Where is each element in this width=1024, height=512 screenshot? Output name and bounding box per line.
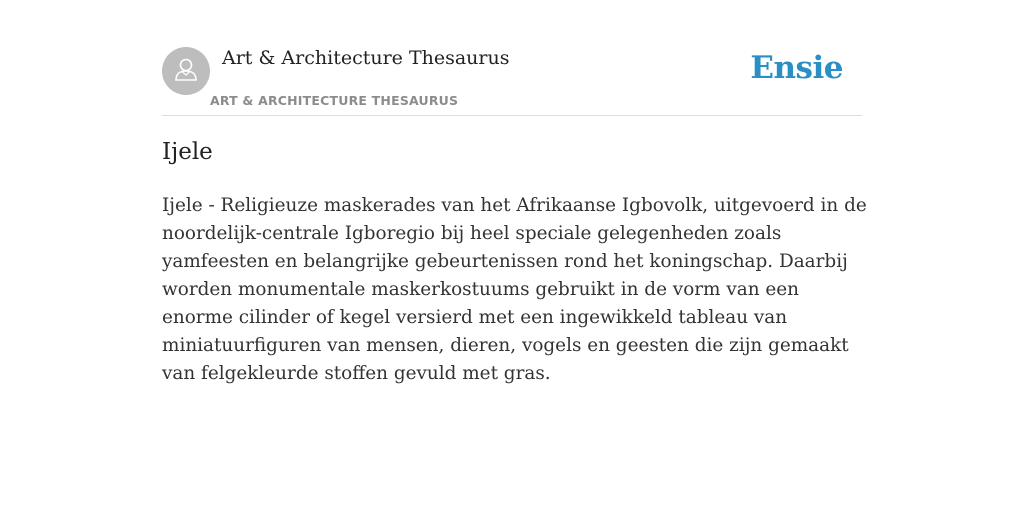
avatar[interactable] [162,47,210,95]
source-title[interactable]: Art & Architecture Thesaurus [222,47,510,69]
user-icon [171,54,201,89]
source-header [162,47,862,116]
entry-definition: Ijele - Religieuze maskerades van het Afrikaanse Igbovolk, uitgevoerd in de noordelijk-centrale Igboregio bij heel speciale gelegenheden zoals yamfeesten en belangrijke gebeurtenissen rond het koningschap. Daarbij worden monumentale maskerkostuums gebruikt in de vorm van een enorme cilinder of kegel versierd met een ingewikkeld tableau van miniatuurfiguren van mensen, dieren, vogels en geesten die zijn gemaakt van felgekleurde stoffen gevuld met gras. [162,195,867,384]
source-subtitle[interactable]: ART & ARCHITECTURE THESAURUS [210,93,459,108]
ensie-logo[interactable]: Ensie [750,50,843,86]
entry-term: Ijele [162,139,213,165]
